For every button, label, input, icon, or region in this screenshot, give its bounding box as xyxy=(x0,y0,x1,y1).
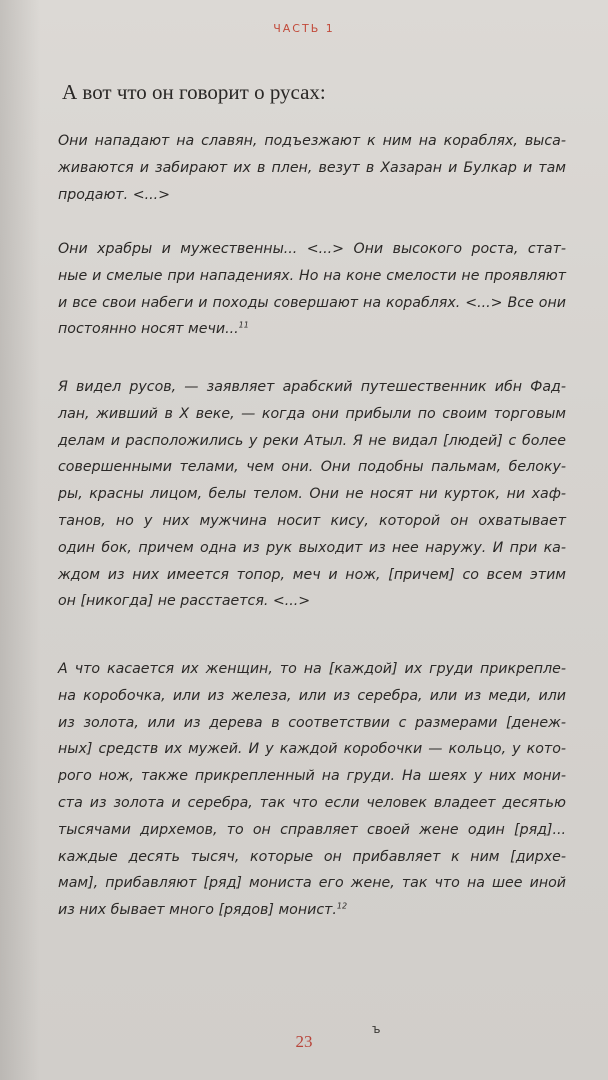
text-line: каждые десять тысяч, которые он прибавляет к ним [дирхе- xyxy=(58,848,566,865)
text-line: из них бывает много [рядов] монист.$^{12}$ xyxy=(58,901,348,919)
text-line: и все свои набеги и походы совершают на кораблях. <...> Все они xyxy=(58,294,566,311)
stray-ink-mark: ъ xyxy=(372,1022,381,1036)
text-line: продают. <...> xyxy=(58,186,170,203)
text-line: танов, но у них мужчина носит кису, которой он охватывает xyxy=(58,512,566,529)
text-line: на коробочка, или из железа, или из серебра, или из меди, или xyxy=(58,687,566,704)
text-line: ры, красны лицом, белы телом. Они не носят ни курток, ни хаф- xyxy=(58,486,566,503)
text-line: он [никогда] не расстается. <...> xyxy=(58,593,311,610)
text-line: мам], прибавляют [ряд] мониста его жене, так что на шее иной xyxy=(58,875,566,892)
quote-paragraph-4 xyxy=(58,656,566,924)
text-line: один бок, причем одна из рук выходит из нее наружу. И при ка- xyxy=(58,539,566,556)
page-gutter-shadow xyxy=(0,0,40,1080)
text-line: лан, живший в X веке, — когда они прибыли по своим торговым xyxy=(58,405,566,422)
text-line: ждом из них имеется топор, меч и нож, [причем] со всем этим xyxy=(58,566,566,583)
text-line: ные и смелые при нападениях. Но на коне смелости не проявляют xyxy=(58,267,566,284)
quote-paragraph-1 xyxy=(58,128,566,208)
text-line: совершенными телами, чем они. Они подобны пальмам, белоку- xyxy=(58,459,566,476)
text-line: Я видел русов, — заявляет арабский путешественник ибн Фад- xyxy=(58,379,566,395)
text-line: живаются и забирают их в плен, везут в Хазаран и Булкар и там xyxy=(58,159,566,176)
running-head: ЧАСТЬ 1 xyxy=(273,22,335,35)
text-line: Они храбры и мужественны... <...> Они высокого роста, стат- xyxy=(58,241,566,257)
text-line: ных] средств их мужей. И у каждой коробочки — кольцо, у кото- xyxy=(58,741,566,758)
text-line: постоянно носят мечи...$^{11}$ xyxy=(58,320,249,338)
footnote-marker: 11 xyxy=(238,320,249,330)
text-line: Они нападают на славян, подъезжают к ним на кораблях, выса- xyxy=(58,133,566,149)
text-line: А что касается их женщин, то на [каждой] их груди прикрепле- xyxy=(58,661,566,677)
text-line: рого нож, также прикрепленный на груди. На шеях у них мони- xyxy=(58,768,566,785)
text-line: делам и расположились у реки Атыл. Я не видал [людей] с более xyxy=(58,432,566,449)
text-line: ста из золота и серебра, так что если человек владеет десятью xyxy=(58,794,566,811)
quote-paragraph-3 xyxy=(58,374,566,615)
footnote-marker: 12 xyxy=(336,901,348,911)
quote-paragraph-2 xyxy=(58,236,566,343)
page-number: 23 xyxy=(295,1032,313,1051)
text-line: из золота, или из дерева в соответствии с размерами [денеж- xyxy=(58,714,566,731)
text-line: тысячами дирхемов, то он справляет своей жене один [ряд]... xyxy=(58,821,566,838)
section-lead-in: А вот что он говорит о русах: xyxy=(62,80,326,104)
